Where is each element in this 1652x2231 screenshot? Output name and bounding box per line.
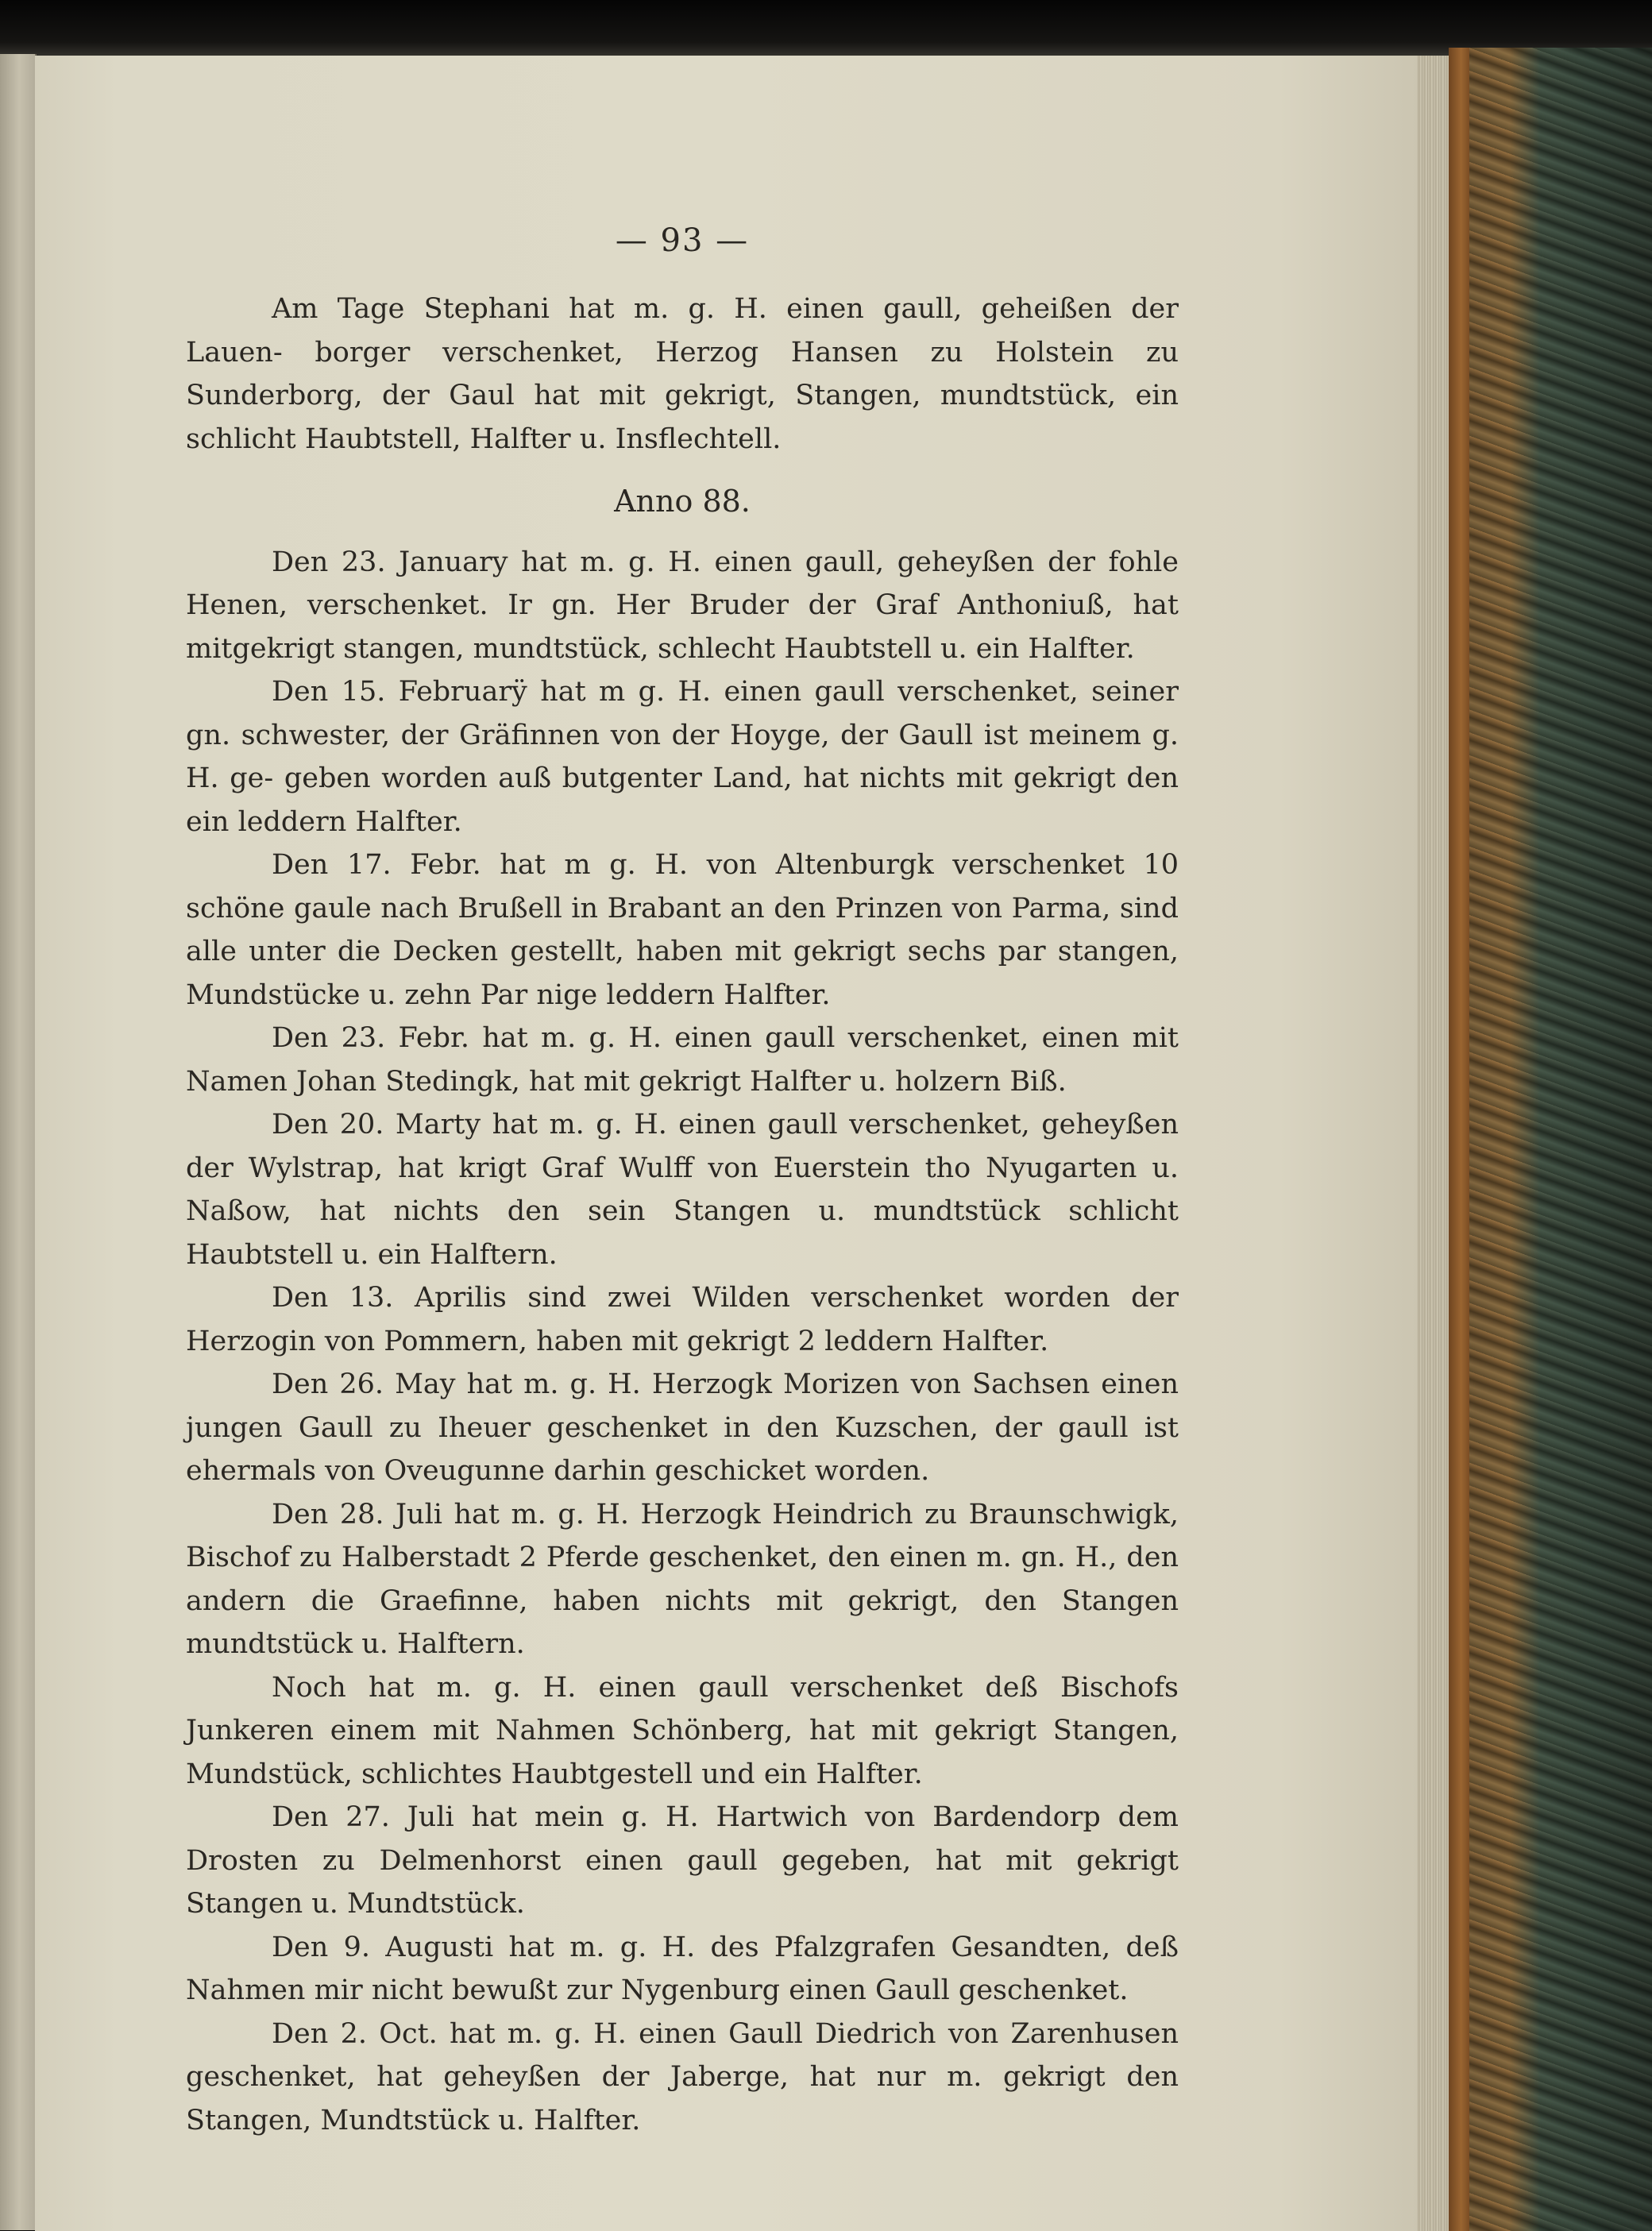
paragraph: Den 17. Febr. hat m g. H. von Altenburgk verschenket 10 schöne gaule nach Brußell in Brabant an den Prinzen von Parma, sind alle unter die Decken gestellt, haben mit gekrigt sechs par stangen, Mundstücke u. zehn Par nige leddern Halfter. [186,849,1179,1011]
page-text [186,288,1179,2142]
paragraph: Den 9. Augusti hat m. g. H. des Pfalzgrafen Gesandten, deß Nahmen mir nicht bewußt zur Nygenburg einen Gaull geschenket. [186,1931,1179,2006]
top-shadow-edge [0,0,1652,60]
paragraph: Den 27. Juli hat mein g. H. Hartwich von Bardendorp dem Drosten zu Delmenhorst einen gaull gegeben, hat mit gekrigt Stangen u. Mundtstück. [186,1801,1179,1920]
leather-spine-edge [1449,48,1469,2231]
paragraph-stephani: Am Tage Stephani hat m. g. H. einen gaull, geheißen der Lauen- borger verschenket, Herzog Hansen zu Holstein zu Sunderborg, der Gaul hat mit gekrigt, Stangen, mundtstück, ein schlicht Haubtstell, Halfter u. Insflechtell. [186,293,1179,455]
marbled-cover [1449,48,1652,2231]
page-stack-edge [1417,56,1449,2231]
paragraph: Den 23. January hat m. g. H. einen gaull, geheyßen der fohle Henen, verschenket. Ir gn. Her Bruder der Graf Anthoniuß, hat mitgekrigt stangen, mundtstück, schlecht Haubtstell u. ein Halfter. [186,546,1179,665]
paragraph: Den 23. Febr. hat m. g. H. einen gaull verschenket, einen mit Namen Johan Stedingk, hat mit gekrigt Halfter u. holzern Biß. [186,1022,1179,1098]
previous-page-edge [0,54,37,2230]
paragraph: Den 26. May hat m. g. H. Herzogk Morizen von Sachsen einen jungen Gaull zu Iheuer geschenket in den Kuzschen, der gaull ist ehermals von Oveugunne darhin geschicket worden. [186,1368,1179,1487]
paragraph: Den 15. Februarÿ hat m g. H. einen gaull verschenket, seiner gn. schwester, der Gräfinnen von der Hoyge, der Gaull ist meinem g. H. ge- geben worden auß butgenter Land, hat nichts mit gekrigt den ein leddern Halfter. [186,676,1179,838]
paragraph: Noch hat m. g. H. einen gaull verschenket deß Bischofs Junkeren einem mit Nahmen Schönberg, hat mit gekrigt Stangen, Mundstück, schlichtes Haubtgestell und ein Halfter. [186,1671,1179,1790]
page-number: — 93 — [615,222,750,259]
paragraph: Den 20. Marty hat m. g. H. einen gaull verschenket, geheyßen der Wylstrap, hat krigt Graf Wulff von Euerstein tho Nyugarten u. Naßow, hat nichts den sein Stangen u. mundtstück schlicht Haubtstell u. ein Halftern. [186,1109,1179,1271]
paragraph: Den 28. Juli hat m. g. H. Herzogk Heindrich zu Braunschwigk, Bischof zu Halberstadt 2 Pferde geschenket, den einen m. gn. H., den andern die Graefinne, haben nichts mit gekrigt, den Stangen mundtstück u. Halftern. [186,1498,1179,1660]
paragraph: Den 13. Aprilis sind zwei Wilden verschenket worden der Herzogin von Pommern, haben mit gekrigt 2 leddern Halfter. [186,1282,1179,1357]
section-heading: Anno 88. [614,484,751,519]
paragraph: Den 2. Oct. hat m. g. H. einen Gaull Diedrich von Zarenhusen geschenket, hat geheyßen der Jaberge, hat nur m. gekrigt den Stangen, Mundtstück u. Halfter. [186,2017,1179,2136]
